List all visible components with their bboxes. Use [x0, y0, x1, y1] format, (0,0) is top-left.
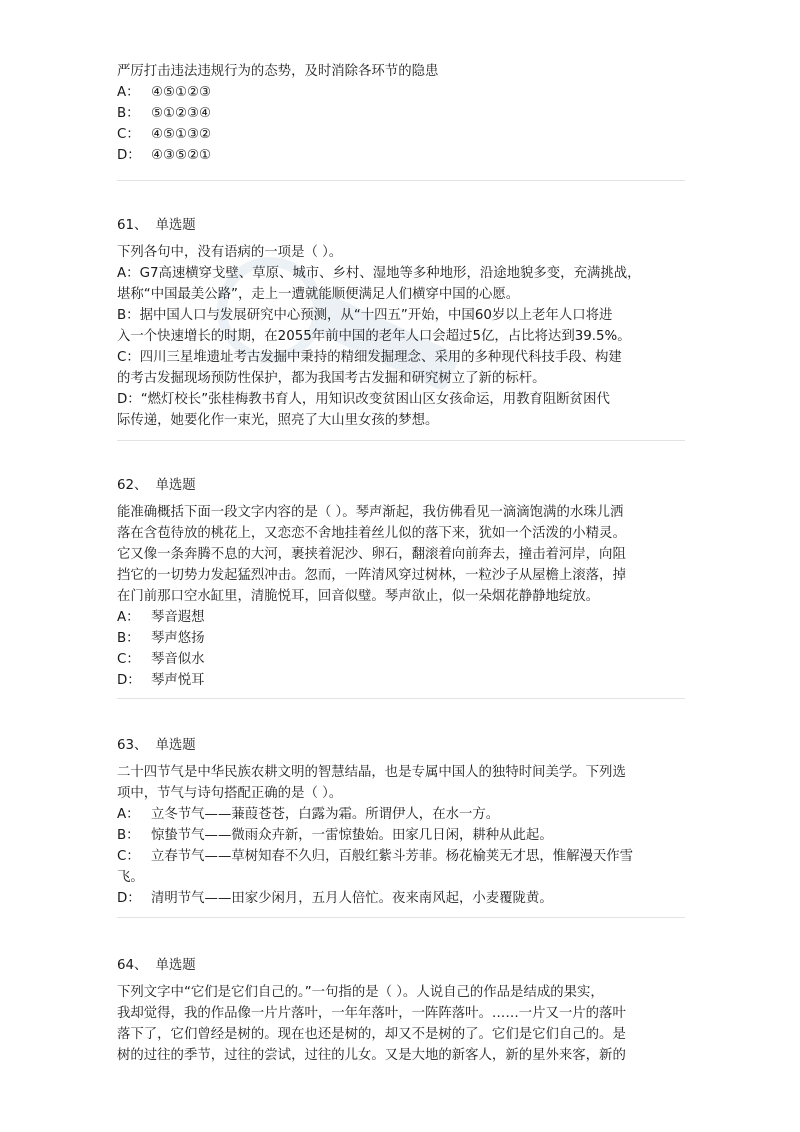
question-stem-line: 落下了，它们曾经是树的。现在也还是树的，却又不是树的了。它们是它们自己的。是 [117, 1027, 626, 1042]
option-b: B： 惊蛰节气——微雨众卉新，一雷惊蛰始。田家几日闲，耕种从此起。 [117, 828, 553, 843]
option-b: B：据中国人口与发展研究中心预测，从“十四五”开始，中国60岁以上老年人口将进 [117, 308, 613, 323]
question-stem: 下列各句中，没有语病的一项是（ ）。 [117, 245, 343, 260]
question-stem-line: 挡它的一切势力发起猛烈冲击。忽而，一阵清风穿过树林，一粒沙子从屋檐上滚落，掉 [117, 568, 626, 583]
question-stem-line: 树的过往的季节，过往的尝试，过往的儿女。又是大地的新客人，新的星外来客，新的 [117, 1048, 626, 1063]
option-b-cont: 入一个快速增长的时期，在2055年前中国的老年人口会超过5亿，占比将达到39.5%。 [117, 329, 631, 344]
option-a: A： 立冬节气——蒹葭苍苍，白露为霜。所谓伊人，在水一方。 [117, 807, 500, 822]
prev-question-tail [117, 61, 685, 166]
question-stem-line: 我却觉得，我的作品像一片片落叶，一年年落叶，一阵阵落叶。……一片又一片的落叶 [117, 1006, 626, 1021]
option-d: D： 琴声悦耳 [117, 673, 205, 688]
question-63 [117, 735, 685, 909]
question-61 [117, 215, 685, 431]
question-stem: 能准确概括下面一段文字内容的是（ ）。琴声渐起，我仿佛看见一滴滴饱满的水珠儿洒 [117, 505, 624, 520]
option-c-cont: 的考古发掘现场预防性保护，都为我国考古发掘和研究树立了新的标杆。 [117, 371, 546, 386]
question-stem: 下列文字中“它们是它们自己的。”一句指的是（ ）。人说自己的作品是结成的果实， [117, 985, 604, 1000]
prev-option-d: D： ④③⑤②① [117, 148, 212, 163]
prev-option-b: B： ⑤①②③④ [117, 106, 212, 121]
question-header: 62、 单选题 [117, 478, 196, 493]
option-c: C： 立春节气——草树知春不久归，百般红紫斗芳菲。杨花榆荚无才思，惟解漫天作雪 [117, 849, 634, 864]
option-d: D：“燃灯校长”张桂梅教书育人，用知识改变贫困山区女孩命运，用教育阻断贫困代 [117, 392, 610, 407]
option-a: A：G7高速横穿戈壁、草原、城市、乡村、湿地等多种地形，沿途地貌多变，充满挑战， [117, 266, 641, 281]
question-header: 61、 单选题 [117, 218, 196, 233]
question-62 [117, 475, 685, 691]
prev-question-continuation: 严厉打击违法违规行为的态势，及时消除各环节的隐患 [117, 64, 439, 79]
option-a: A： 琴音遐想 [117, 610, 205, 625]
option-d-cont: 际传递，她要化作一束光，照亮了大山里女孩的梦想。 [117, 413, 439, 428]
option-c: C： 琴音似水 [117, 652, 205, 667]
question-header: 63、 单选题 [117, 738, 196, 753]
option-c-cont: 飞。 [117, 870, 144, 885]
question-stem-line: 项中，节气与诗句搭配正确的是（ ）。 [117, 786, 343, 801]
question-stem: 二十四节气是中华民族农耕文明的智慧结晶，也是专属中国人的独特时间美学。下列选 [117, 765, 626, 780]
question-stem-line: 落在含苞待放的桃花上，又恋恋不舍地挂着丝儿似的落下来，犹如一个活泼的小精灵。 [117, 526, 626, 541]
divider [117, 917, 685, 918]
prev-option-c: C： ④⑤①③② [117, 127, 212, 142]
option-c: C：四川三星堆遗址考古发掘中秉持的精细发掘理念、采用的多种现代科技手段、构建 [117, 350, 622, 365]
prev-option-a: A： ④⑤①②③ [117, 85, 212, 100]
divider [117, 180, 685, 181]
question-stem-line: 它又像一条奔腾不息的大河，裹挟着泥沙、卵石，翻滚着向前奔去，撞击着河岸，向阻 [117, 547, 626, 562]
divider [117, 698, 685, 699]
question-64 [117, 955, 685, 1066]
question-header: 64、 单选题 [117, 958, 196, 973]
option-d: D： 清明节气——田家少闲月，五月人倍忙。夜来南风起，小麦覆陇黄。 [117, 891, 553, 906]
option-b: B： 琴声悠扬 [117, 631, 205, 646]
question-stem-line: 在门前那口空水缸里，清脆悦耳，回音似璧。琴声欲止，似一朵烟花静静地绽放。 [117, 589, 600, 604]
divider [117, 440, 685, 441]
option-a-cont: 堪称“中国最美公路”，走上一遭就能顺便满足人们横穿中国的心愿。 [117, 287, 520, 302]
